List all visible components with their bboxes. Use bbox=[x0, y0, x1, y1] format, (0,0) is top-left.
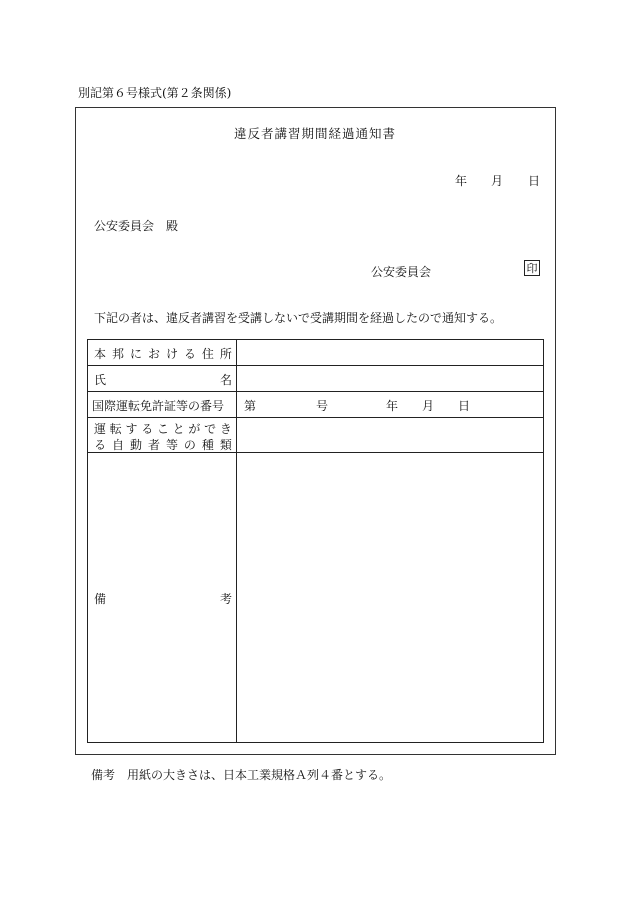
row-divider bbox=[88, 391, 543, 392]
addressee: 公安委員会 殿 bbox=[94, 219, 179, 233]
row-label-remarks: 備 考 bbox=[94, 592, 232, 606]
row-label-vehicle-type-line1: 運 転 す る こ と が で き bbox=[94, 422, 232, 436]
license-day-label: 日 bbox=[458, 399, 471, 413]
column-divider bbox=[236, 340, 237, 742]
form-caption: 別記第６号様式(第２条関係) bbox=[78, 86, 232, 100]
license-no-suffix: 号 bbox=[316, 399, 329, 413]
date-day-label: 日 bbox=[528, 174, 541, 188]
row-label-name: 氏 名 bbox=[94, 373, 232, 387]
footer-note: 備考 用紙の大きさは、日本工業規格Ａ列４番とする。 bbox=[91, 768, 392, 782]
date-year-label: 年 bbox=[455, 174, 468, 188]
license-month-label: 月 bbox=[422, 399, 435, 413]
document-title: 違反者講習期間経過通知書 bbox=[233, 126, 396, 141]
row-label-address: 本 邦 に お け る 住 所 bbox=[94, 347, 232, 361]
row-label-vehicle-type-line2: る 自 動 者 等 の 種 類 bbox=[94, 438, 232, 452]
notice-table bbox=[87, 339, 544, 743]
row-divider bbox=[88, 417, 543, 418]
date-month-label: 月 bbox=[491, 174, 504, 188]
license-no-prefix: 第 bbox=[244, 399, 257, 413]
sender: 公安委員会 bbox=[371, 265, 432, 279]
license-year-label: 年 bbox=[386, 399, 399, 413]
row-label-license: 国際運転免許証等の番号 bbox=[92, 399, 225, 413]
seal-mark: 印 bbox=[524, 260, 540, 276]
intro-text: 下記の者は、違反者講習を受講しないで受講期間を経過したので通知する。 bbox=[94, 311, 503, 325]
row-divider bbox=[88, 365, 543, 366]
